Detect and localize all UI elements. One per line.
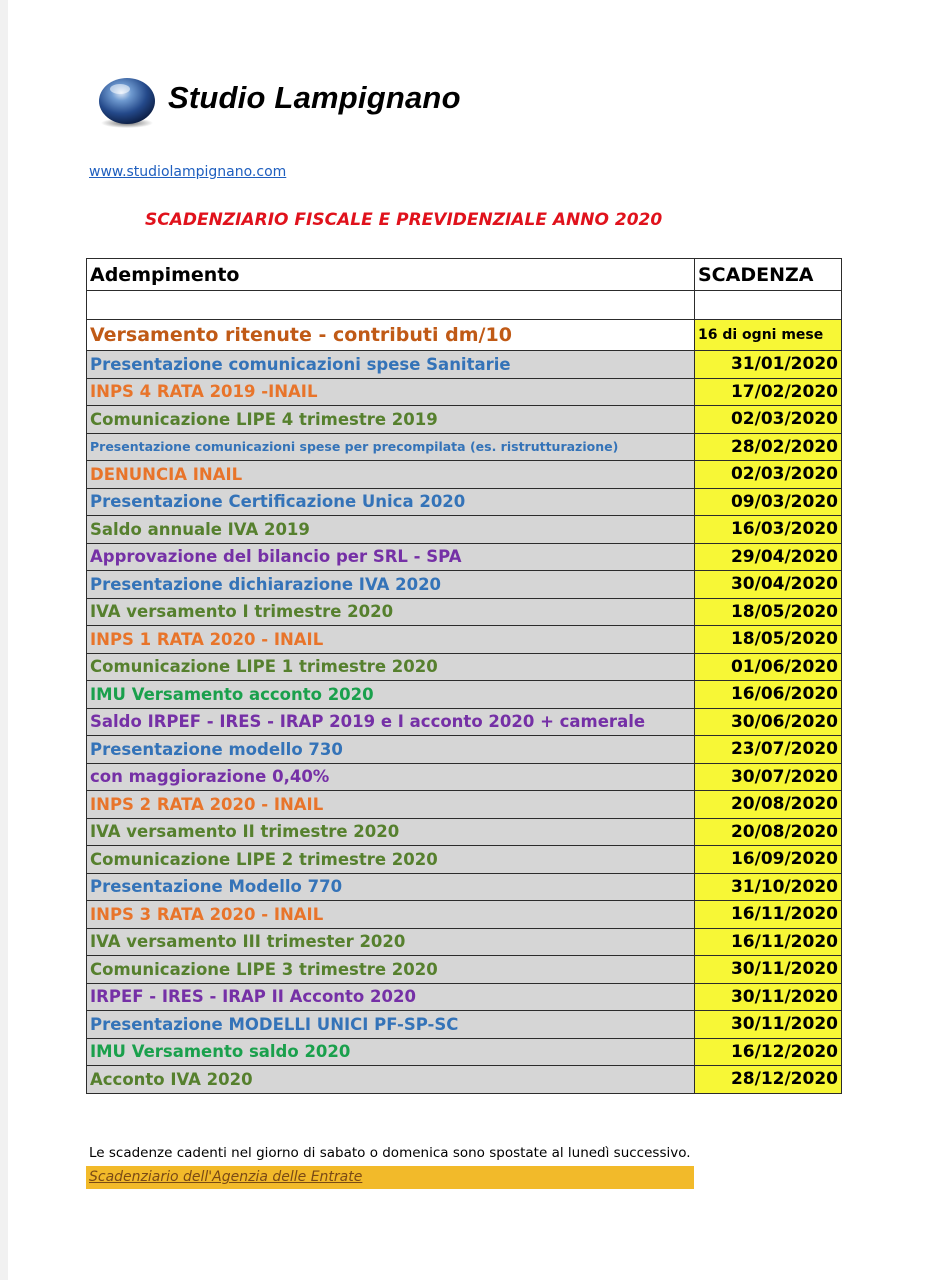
- table-row: [87, 320, 842, 351]
- task-cell: IMU Versamento saldo 2020: [87, 1038, 695, 1066]
- table-row: [87, 983, 842, 1011]
- document-title: SCADENZIARIO FISCALE E PREVIDENZIALE ANNO 2020: [145, 210, 663, 230]
- deadline-cell: 31/10/2020: [695, 873, 842, 901]
- task-cell: IVA versamento III trimester 2020: [87, 928, 695, 956]
- table-row: [87, 351, 842, 379]
- task-cell: IVA versamento II trimestre 2020: [87, 818, 695, 846]
- task-cell: Comunicazione LIPE 2 trimestre 2020: [87, 846, 695, 874]
- task-cell: Approvazione del bilancio per SRL - SPA: [87, 543, 695, 571]
- deadline-cell: 18/05/2020: [695, 598, 842, 626]
- blank-cell: [87, 291, 695, 320]
- deadline-cell: 02/03/2020: [695, 461, 842, 489]
- table-row: [87, 873, 842, 901]
- deadline-cell: 16 di ogni mese: [695, 320, 842, 351]
- table-row: [87, 406, 842, 434]
- task-cell: IVA versamento I trimestre 2020: [87, 598, 695, 626]
- task-cell: Presentazione dichiarazione IVA 2020: [87, 571, 695, 599]
- task-cell: IMU Versamento acconto 2020: [87, 681, 695, 709]
- weekend-note: Le scadenze cadenti nel giorno di sabato o domenica sono spostate al lunedì successivo.: [89, 1145, 691, 1161]
- website-link[interactable]: www.studiolampignano.com: [89, 164, 287, 180]
- table-row: [87, 543, 842, 571]
- deadline-cell: 18/05/2020: [695, 626, 842, 654]
- deadline-cell: 02/03/2020: [695, 406, 842, 434]
- task-cell: Comunicazione LIPE 1 trimestre 2020: [87, 653, 695, 681]
- deadline-cell: 31/01/2020: [695, 351, 842, 379]
- deadline-cell: 20/08/2020: [695, 791, 842, 819]
- deadline-cell: 30/07/2020: [695, 763, 842, 791]
- task-cell: Comunicazione LIPE 3 trimestre 2020: [87, 956, 695, 984]
- task-cell: INPS 2 RATA 2020 - INAIL: [87, 791, 695, 819]
- deadline-cell: 20/08/2020: [695, 818, 842, 846]
- blank-row: [87, 291, 842, 320]
- task-cell: Presentazione comunicazioni spese Sanitarie: [87, 351, 695, 379]
- deadline-cell: 30/06/2020: [695, 708, 842, 736]
- deadline-cell: 28/12/2020: [695, 1066, 842, 1094]
- table-row: [87, 846, 842, 874]
- task-cell: Saldo annuale IVA 2019: [87, 516, 695, 544]
- header-adempimento: Adempimento: [87, 259, 695, 291]
- table-row: [87, 653, 842, 681]
- deadline-cell: 28/02/2020: [695, 433, 842, 461]
- task-cell: Comunicazione LIPE 4 trimestre 2019: [87, 406, 695, 434]
- table-row: [87, 956, 842, 984]
- globe-logo-icon: [97, 75, 157, 129]
- header-scadenza: SCADENZA: [695, 259, 842, 291]
- task-cell: Presentazione modello 730: [87, 736, 695, 764]
- table-row: [87, 791, 842, 819]
- task-cell: INPS 3 RATA 2020 - INAIL: [87, 901, 695, 929]
- task-cell: Acconto IVA 2020: [87, 1066, 695, 1094]
- task-cell: Presentazione MODELLI UNICI PF-SP-SC: [87, 1011, 695, 1039]
- task-cell: con maggiorazione 0,40%: [87, 763, 695, 791]
- table-row: [87, 1011, 842, 1039]
- deadline-cell: 30/11/2020: [695, 956, 842, 984]
- task-cell: Presentazione comunicazioni spese per precompilata (es. ristrutturazione): [87, 433, 695, 461]
- deadline-cell: 29/04/2020: [695, 543, 842, 571]
- table-row: [87, 1066, 842, 1094]
- deadline-cell: 23/07/2020: [695, 736, 842, 764]
- task-cell: Presentazione Modello 770: [87, 873, 695, 901]
- task-cell: Versamento ritenute - contributi dm/10: [87, 320, 695, 351]
- table-row: [87, 516, 842, 544]
- table-row: [87, 708, 842, 736]
- deadline-cell: 16/11/2020: [695, 928, 842, 956]
- deadline-cell: 30/04/2020: [695, 571, 842, 599]
- table-row: [87, 763, 842, 791]
- task-cell: Presentazione Certificazione Unica 2020: [87, 488, 695, 516]
- deadline-cell: 16/12/2020: [695, 1038, 842, 1066]
- task-cell: INPS 1 RATA 2020 - INAIL: [87, 626, 695, 654]
- table-header-row: [87, 259, 842, 291]
- table-row: [87, 928, 842, 956]
- deadline-cell: 16/09/2020: [695, 846, 842, 874]
- table-row: [87, 901, 842, 929]
- deadline-cell: 16/06/2020: [695, 681, 842, 709]
- table-row: [87, 681, 842, 709]
- table-row: [87, 488, 842, 516]
- table-row: [87, 736, 842, 764]
- deadline-cell: 01/06/2020: [695, 653, 842, 681]
- table-row: [87, 626, 842, 654]
- blank-cell: [695, 291, 842, 320]
- deadline-cell: 16/03/2020: [695, 516, 842, 544]
- task-cell: INPS 4 RATA 2019 -INAIL: [87, 378, 695, 406]
- table-row: [87, 378, 842, 406]
- table-row: [87, 1038, 842, 1066]
- agenzia-link-bar: [86, 1166, 694, 1189]
- deadline-cell: 30/11/2020: [695, 1011, 842, 1039]
- table-row: [87, 598, 842, 626]
- task-cell: DENUNCIA INAIL: [87, 461, 695, 489]
- table-row: [87, 433, 842, 461]
- deadline-cell: 16/11/2020: [695, 901, 842, 929]
- deadline-cell: 30/11/2020: [695, 983, 842, 1011]
- brand-name: Studio Lampignano: [168, 80, 461, 115]
- table-row: [87, 571, 842, 599]
- agenzia-entrate-link[interactable]: Scadenziario dell'Agenzia delle Entrate: [89, 1169, 363, 1185]
- table-row: [87, 461, 842, 489]
- page-edge: [0, 0, 8, 1280]
- deadline-cell: 17/02/2020: [695, 378, 842, 406]
- deadline-cell: 09/03/2020: [695, 488, 842, 516]
- task-cell: IRPEF - IRES - IRAP II Acconto 2020: [87, 983, 695, 1011]
- table-row: [87, 818, 842, 846]
- deadline-table: [86, 258, 842, 1094]
- task-cell: Saldo IRPEF - IRES - IRAP 2019 e I acconto 2020 + camerale: [87, 708, 695, 736]
